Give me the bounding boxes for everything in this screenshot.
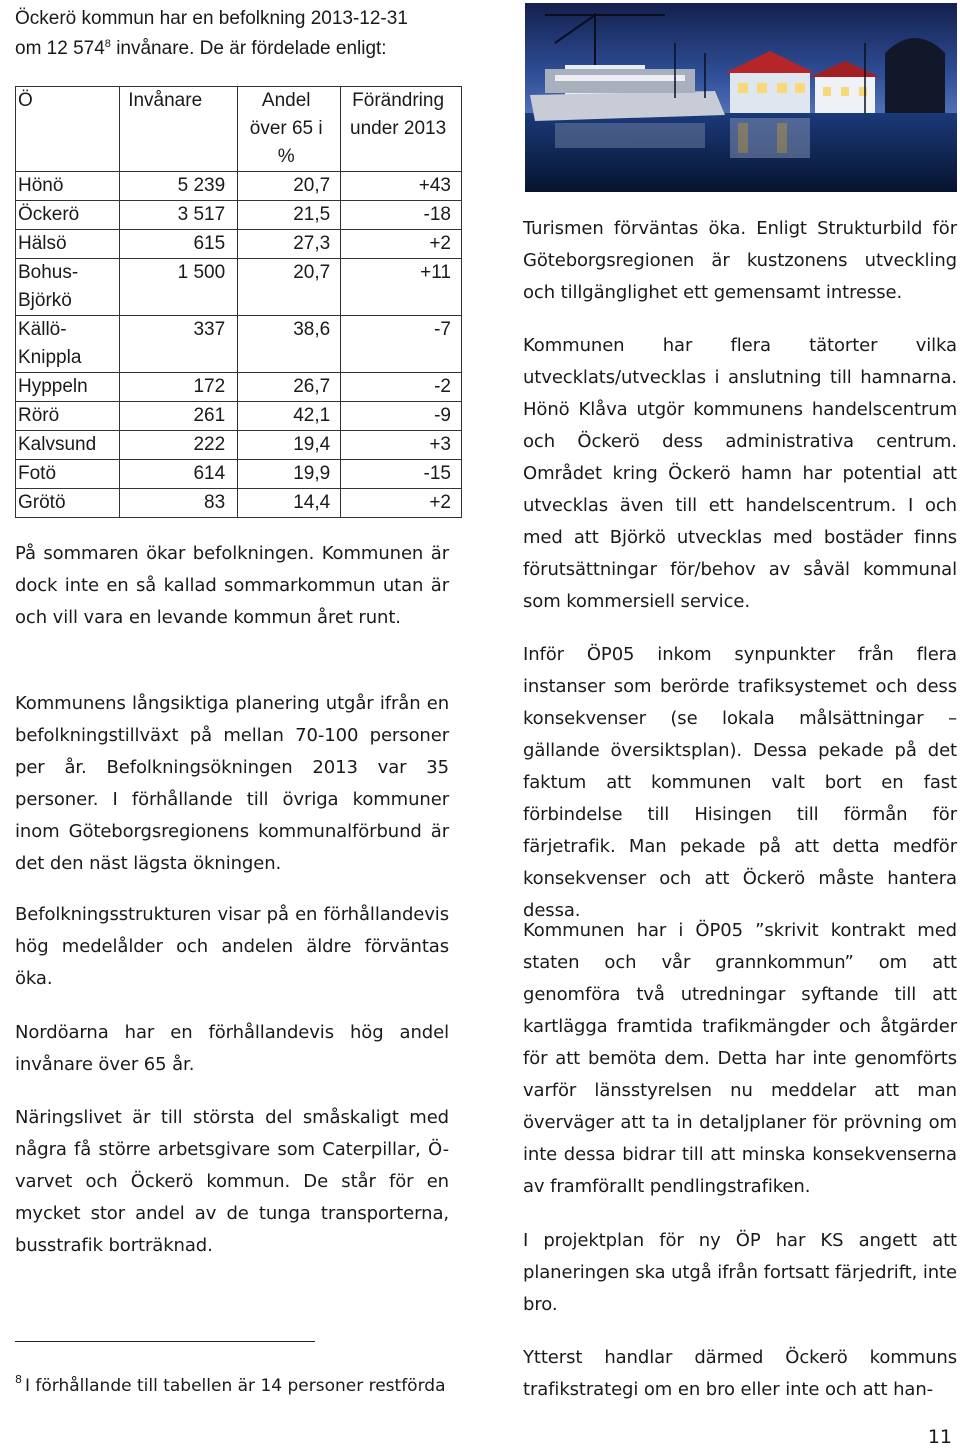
cell-change: -15 bbox=[341, 460, 462, 489]
cell-share-over-65: 19,9 bbox=[238, 460, 341, 489]
cell-share-over-65: 20,7 bbox=[238, 172, 341, 201]
cell-change: +43 bbox=[341, 172, 462, 201]
table-row bbox=[16, 373, 462, 402]
paragraph-north-islands: Nordöarna har en förhållandevis hög andel invånare över 65 år. bbox=[15, 1022, 449, 1075]
cell-share-over-65: 26,7 bbox=[238, 373, 341, 402]
intro-line-2-post: invånare. De är fördelade enligt: bbox=[110, 38, 387, 59]
intro-text bbox=[15, 4, 449, 64]
header-share-over-65: Andel över 65 i % bbox=[238, 87, 341, 172]
cell-change: +11 bbox=[341, 259, 462, 316]
harbour-photo bbox=[525, 3, 957, 192]
table-row bbox=[16, 172, 462, 201]
footnote-ref[interactable]: 8 bbox=[104, 38, 111, 50]
paragraph-urban-areas: Kommunen har flera tätorter vilka utvecklats/utvecklas i anslutning till hamnarna. Hönö Klåva utgör kommunens handelscentrum och Öckerö dess administrativa centrum. Området kring Öckerö hamn har potential att utvecklas även till ett handelscentrum. I och med att Björkö utvecklas med bostäder finns förutsättningar för/behov av såväl kommunal som kommersiell service. bbox=[523, 335, 957, 612]
footnote-number: 8 bbox=[15, 1373, 22, 1386]
footnote-text: I förhållande till tabellen är 14 personer restförda bbox=[25, 1376, 446, 1396]
cell-change: +2 bbox=[341, 489, 462, 518]
table-row bbox=[16, 259, 462, 316]
harbour-night-image bbox=[525, 3, 957, 192]
paragraph-structure: Befolkningsstrukturen visar på en förhållandevis hög medelålder och andelen äldre förväntas öka. bbox=[15, 904, 449, 989]
paragraph-op05-traffic: Inför ÖP05 inkom synpunkter från flera instanser som berörde trafiksystemet och dess konsekvenser (se lokala målsättningar – gällande översiktsplan). Dessa pekade på det faktum att kommunen valt bort en fast förbindelse till Hisingen till förmån för färjetrafik. Man pekade på att detta medför konsekvenser och att Öckerö måste hantera dessa. bbox=[523, 644, 957, 921]
cell-island: Grötö bbox=[16, 489, 120, 518]
cell-change: -7 bbox=[341, 316, 462, 373]
paragraph-summer: På sommaren ökar befolkningen. Kommunen är dock inte en så kallad sommarkommun utan är och vill vara en levande kommun året runt. bbox=[15, 543, 449, 628]
header-change-2013: Förändring under 2013 bbox=[341, 87, 462, 172]
paragraph-planning: Kommunens långsiktiga planering utgår ifrån en befolkningstillväxt på mellan 70-100 personer per år. Befolkningsökningen 2013 var 35 personer. I förhållande till övriga kommuner inom Göteborgsregionens kommunalförbund är det den näst lägsta ökningen. bbox=[15, 693, 449, 874]
cell-inhabitants: 3 517 bbox=[120, 201, 238, 230]
table-row bbox=[16, 431, 462, 460]
cell-change: +3 bbox=[341, 431, 462, 460]
cell-share-over-65: 19,4 bbox=[238, 431, 341, 460]
cell-island: Hönö bbox=[16, 172, 120, 201]
cell-share-over-65: 14,4 bbox=[238, 489, 341, 518]
paragraph-strategy: Ytterst handlar därmed Öckerö kommuns trafikstrategi om en bro eller inte och att han- bbox=[523, 1347, 957, 1400]
cell-inhabitants: 222 bbox=[120, 431, 238, 460]
cell-inhabitants: 83 bbox=[120, 489, 238, 518]
cell-inhabitants: 337 bbox=[120, 316, 238, 373]
table-row bbox=[16, 201, 462, 230]
table-row bbox=[16, 460, 462, 489]
cell-share-over-65: 27,3 bbox=[238, 230, 341, 259]
cell-island: Hyppeln bbox=[16, 373, 120, 402]
cell-change: -9 bbox=[341, 402, 462, 431]
table-row bbox=[16, 402, 462, 431]
cell-island: Källö-Knippla bbox=[16, 316, 120, 373]
header-island: Ö bbox=[16, 87, 120, 172]
intro-line-2-pre: om 12 574 bbox=[15, 38, 105, 59]
page-number: 11 bbox=[927, 1426, 952, 1448]
paragraph-business: Näringslivet är till största del småskaligt med några få större arbetsgivare som Caterpillar, Ö-varvet och Öckerö kommun. De står för en mycket stor andel av de tunga transporterna, busstrafik borträknad. bbox=[15, 1107, 449, 1256]
table-row bbox=[16, 230, 462, 259]
cell-change: +2 bbox=[341, 230, 462, 259]
paragraph-project-plan: I projektplan för ny ÖP har KS angett att planeringen ska utgå ifrån fortsatt färjedrift, inte bro. bbox=[523, 1230, 957, 1315]
cell-inhabitants: 5 239 bbox=[120, 172, 238, 201]
table-header-row bbox=[16, 87, 462, 172]
cell-inhabitants: 261 bbox=[120, 402, 238, 431]
header-inhabitants: Invånare bbox=[120, 87, 238, 172]
cell-inhabitants: 172 bbox=[120, 373, 238, 402]
cell-share-over-65: 20,7 bbox=[238, 259, 341, 316]
population-table bbox=[15, 86, 462, 518]
table-row bbox=[16, 489, 462, 518]
cell-island: Fotö bbox=[16, 460, 120, 489]
cell-island: Öckerö bbox=[16, 201, 120, 230]
paragraph-tourism: Turismen förväntas öka. Enligt Strukturbild för Göteborgsregionen är kustzonens utveckling och tillgänglighet ett gemensamt intresse. bbox=[523, 218, 957, 303]
intro-block bbox=[15, 0, 449, 64]
cell-change: -2 bbox=[341, 373, 462, 402]
footnote bbox=[15, 1374, 455, 1398]
cell-inhabitants: 615 bbox=[120, 230, 238, 259]
cell-island: Kalvsund bbox=[16, 431, 120, 460]
table-row bbox=[16, 316, 462, 373]
cell-island: Bohus-Björkö bbox=[16, 259, 120, 316]
paragraph-contract: Kommunen har i ÖP05 ”skrivit kontrakt med staten och vår grannkommun” om att genomföra två utredningar syftande till att kartlägga framtida trafikmängder och åtgärder för att bemöta dem. Detta har inte genomförts varför länsstyrelsen nu meddelar att man överväger att ta in detaljplaner för prövning om inte dessa bidrar till att minska konsekvenserna av framförallt pendlingstrafiken. bbox=[523, 920, 957, 1197]
cell-island: Rörö bbox=[16, 402, 120, 431]
cell-inhabitants: 1 500 bbox=[120, 259, 238, 316]
cell-inhabitants: 614 bbox=[120, 460, 238, 489]
footnote-divider bbox=[15, 1341, 315, 1342]
cell-island: Hälsö bbox=[16, 230, 120, 259]
cell-share-over-65: 42,1 bbox=[238, 402, 341, 431]
cell-share-over-65: 21,5 bbox=[238, 201, 341, 230]
cell-share-over-65: 38,6 bbox=[238, 316, 341, 373]
intro-line-1: Öckerö kommun har en befolkning 2013-12-31 bbox=[15, 8, 408, 29]
cell-change: -18 bbox=[341, 201, 462, 230]
